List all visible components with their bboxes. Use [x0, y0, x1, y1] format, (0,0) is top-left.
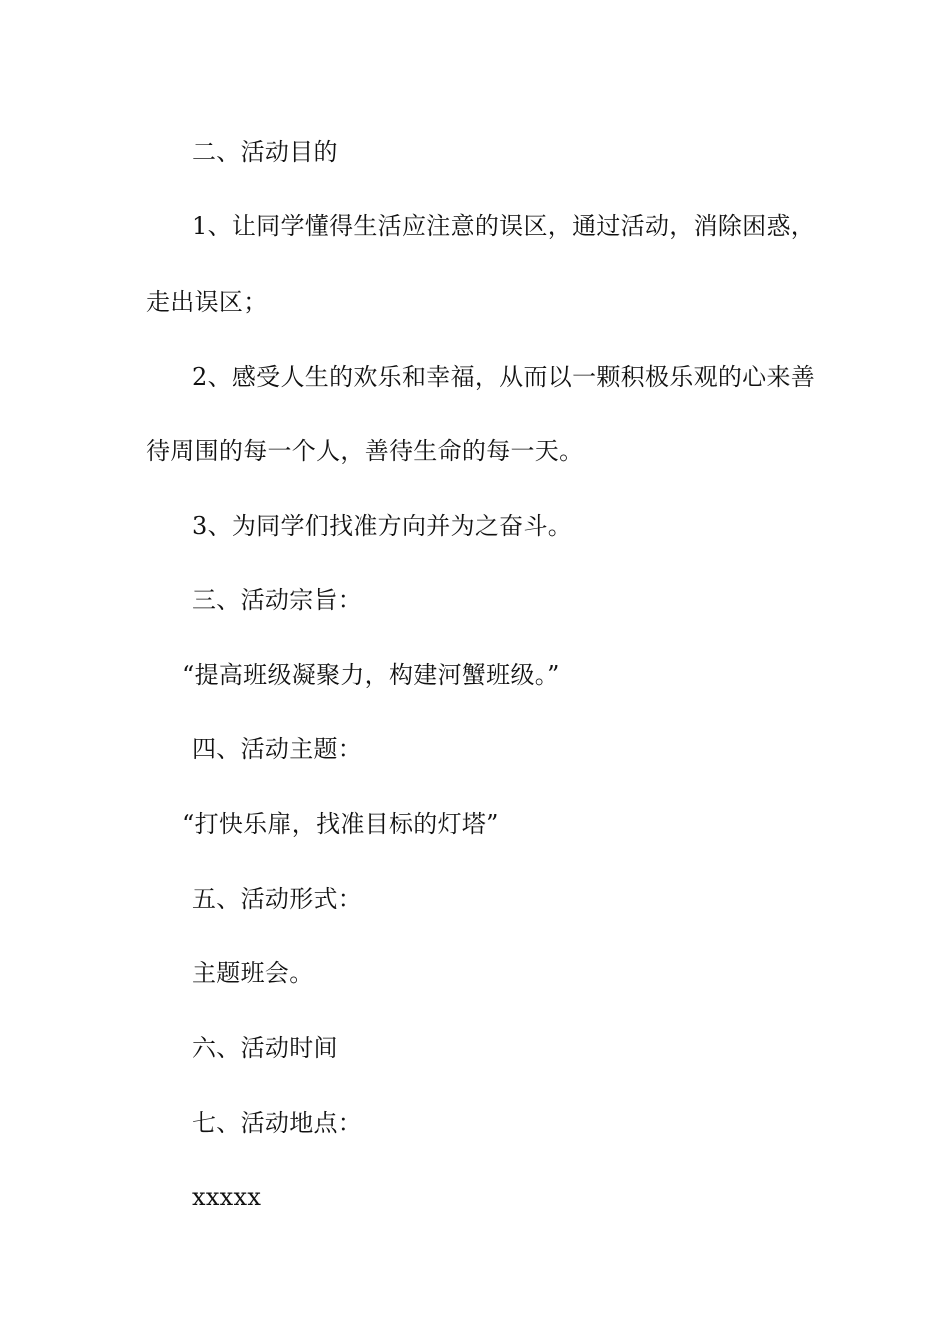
heading-activity-theme: 四、活动主题： [192, 735, 363, 763]
theme-text: “打快乐扉，找准目标的灯塔” [182, 810, 499, 838]
purpose-item-2-line-1: 2、感受人生的欢乐和幸福，从而以一颗积极乐观的心来善 [192, 363, 816, 391]
heading-activity-tenet: 三、活动宗旨： [192, 586, 363, 614]
format-text: 主题班会。 [192, 959, 314, 987]
heading-activity-location: 七、活动地点： [192, 1109, 363, 1137]
heading-activity-format: 五、活动形式： [192, 885, 363, 913]
location-text: xxxxx [192, 1183, 262, 1211]
heading-activity-time: 六、活动时间 [192, 1034, 338, 1062]
purpose-item-2-line-2: 待周围的每一个人，善待生命的每一天。 [146, 437, 584, 465]
tenet-text: “提高班级凝聚力，构建河蟹班级。” [182, 661, 560, 689]
purpose-item-1-line-1: 1、让同学懂得生活应注意的误区，通过活动，消除困惑， [192, 212, 816, 240]
heading-activity-purpose: 二、活动目的 [192, 138, 338, 166]
purpose-item-1-line-2: 走出误区； [146, 288, 268, 316]
purpose-item-3: 3、为同学们找准方向并为之奋斗。 [192, 512, 573, 540]
